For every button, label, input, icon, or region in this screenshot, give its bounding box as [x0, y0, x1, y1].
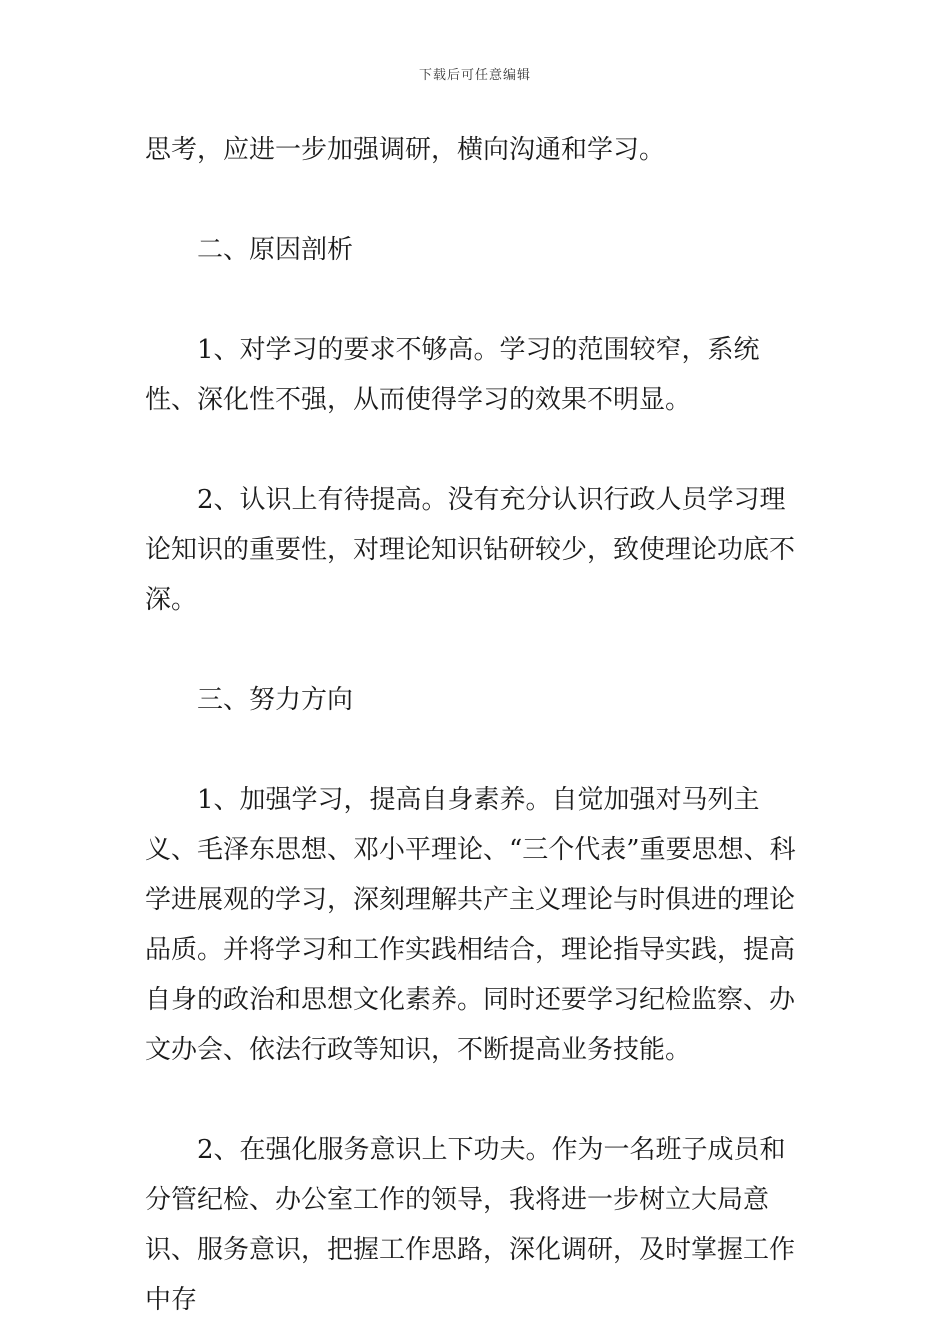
paragraph-direction-1: 1、加强学习，提高自身素养。自觉加强对马列主义、毛泽东思想、邓小平理论、“三个代表”重要思想、科学进展观的学习，深刻理解共产主义理论与时俱进的理论品质。并将学习和工作实践相结合，理论指导实践，提高自身的政治和思想文化素养。同时还要学习纪检监察、办文办会、依法行政等知识，不断提高业务技能。 [145, 785, 796, 1065]
header-note: 下载后可任意编辑 [418, 68, 531, 83]
section-heading-cause-analysis: 二、原因剖析 [197, 235, 354, 265]
paragraph-continuation: 思考，应进一步加强调研，横向沟通和学习。 [145, 135, 666, 165]
section-heading-direction: 三、努力方向 [197, 685, 354, 715]
paragraph-cause-1: 1、对学习的要求不够高。学习的范围较窄，系统性、深化性不强，从而使得学习的效果不明显。 [145, 335, 760, 415]
paragraph-cause-2: 2、认识上有待提高。没有充分认识行政人员学习理论知识的重要性，对理论知识钻研较少，致使理论功底不深。 [145, 485, 796, 615]
document-body [145, 125, 810, 1325]
paragraph-direction-2: 2、在强化服务意识上下功夫。作为一名班子成员和分管纪检、办公室工作的领导，我将进一步树立大局意识、服务意识，把握工作思路，深化调研，及时掌握工作中存 [145, 1135, 796, 1315]
